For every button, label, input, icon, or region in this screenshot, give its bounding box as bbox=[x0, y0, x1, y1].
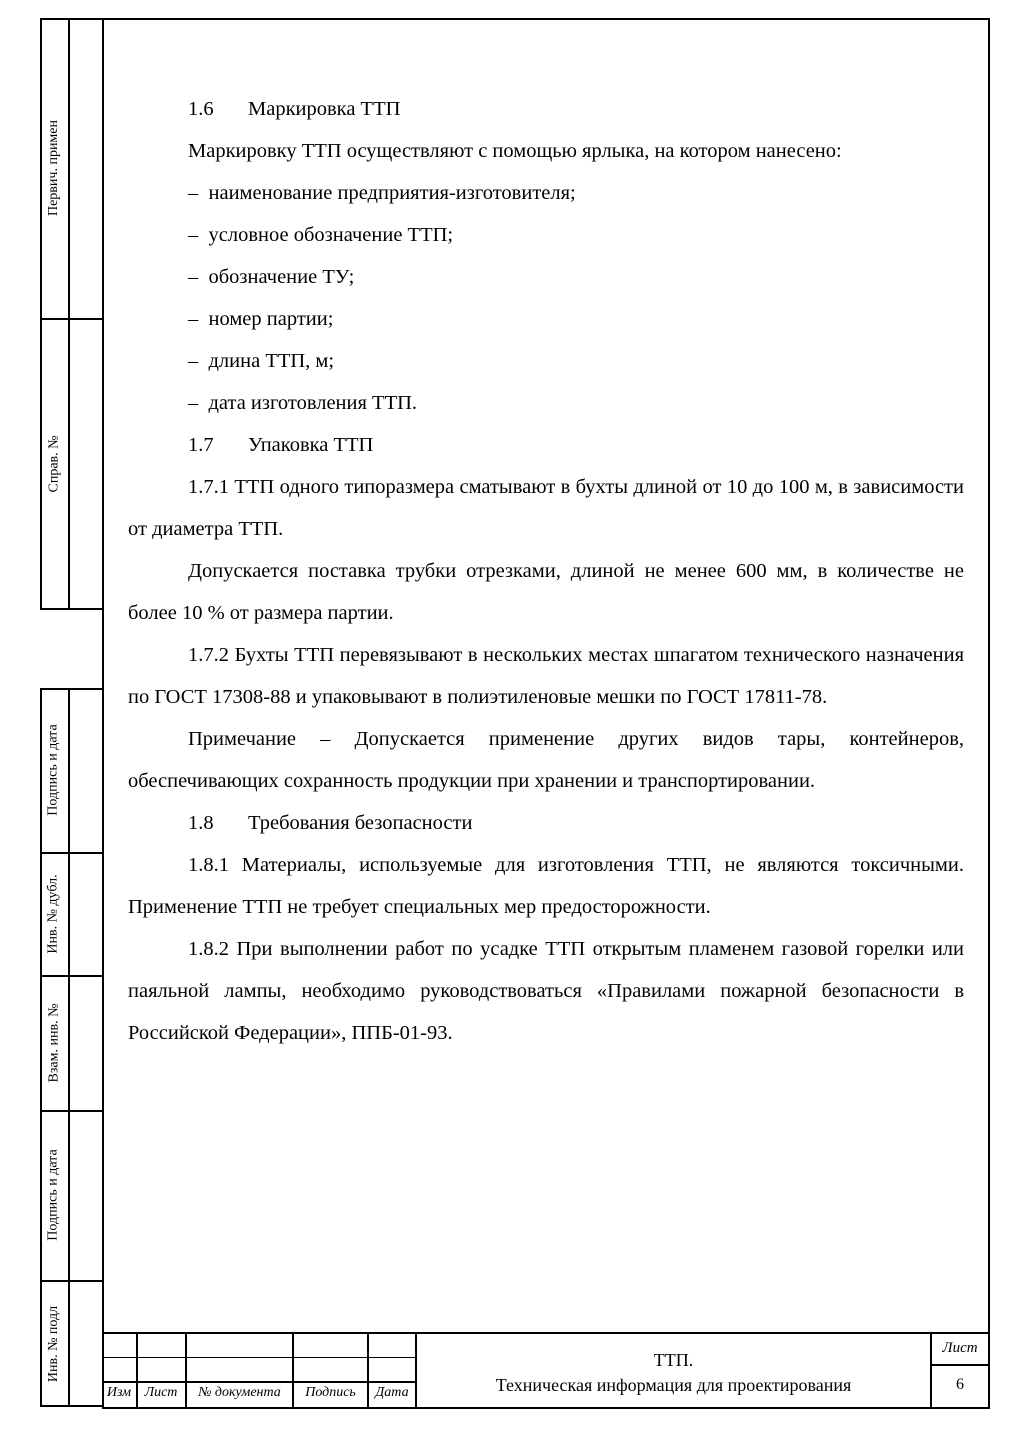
document-body bbox=[128, 88, 964, 1054]
list-dash: – bbox=[188, 350, 199, 372]
document-subtitle: Техническая информация для проектирования bbox=[495, 1375, 852, 1395]
stamp-label: Подпись и дата bbox=[46, 724, 62, 816]
section-number: 1.6 bbox=[188, 98, 214, 120]
title-block-row-divider bbox=[930, 1364, 988, 1366]
paragraph: 1.7.2 Бухты ТТП перевязывают в нескольких местах шпагатом технического назначения по ГОСТ 17308-88 и упаковывают в полиэтиленовые мешки по ГОСТ 17811-78. bbox=[128, 644, 964, 708]
document-title: ТТП. bbox=[653, 1350, 694, 1370]
note: Примечание – Допускается применение других видов тары, контейнеров, обеспечивающих сохранность продукции при хранении и транспортировании. bbox=[128, 728, 964, 792]
list-dash: – bbox=[188, 266, 199, 288]
list-item bbox=[128, 256, 964, 298]
stamp-vzam-inv bbox=[40, 975, 68, 1110]
stamp-column-divider bbox=[68, 18, 70, 610]
list-item-text: наименование предприятия-изготовителя; bbox=[208, 182, 576, 204]
stamp-sprav-no bbox=[40, 318, 68, 610]
stamp-label: Первич. примен bbox=[46, 119, 61, 217]
label-list: Лист bbox=[144, 1385, 178, 1400]
paragraph: 1.7.1 ТТП одного типоразмера сматывают в бухты длиной от 10 до 100 м, в зависимости от диаметра ТТП. bbox=[128, 476, 964, 540]
stamp-podpis-data bbox=[40, 688, 68, 852]
stamp-label: Справ. № bbox=[46, 435, 62, 493]
section-heading-1-7 bbox=[128, 424, 964, 466]
paragraph: Маркировку ТТП осуществляют с помощью ярлыка, на котором нанесено: bbox=[188, 140, 842, 162]
label-date: Дата bbox=[375, 1385, 409, 1400]
section-number: 1.7 bbox=[188, 434, 214, 456]
stamp-label: Инв. № дубл. bbox=[46, 873, 61, 954]
list-item-text: номер партии; bbox=[208, 308, 334, 330]
list-dash: – bbox=[188, 392, 199, 414]
list-item bbox=[128, 340, 964, 382]
stamp-perv-primen bbox=[40, 18, 68, 318]
section-title: Маркировка ТТП bbox=[248, 98, 401, 120]
label-izm: Изм bbox=[106, 1385, 132, 1400]
section-number: 1.8 bbox=[188, 812, 214, 834]
stamp-label: Взам. инв. № bbox=[46, 1003, 61, 1082]
sheet-number: 6 bbox=[956, 1376, 964, 1393]
paragraph: Допускается поставка трубки отрезками, длиной не менее 600 мм, в количестве не более 10 % от размера партии. bbox=[128, 560, 964, 624]
list-item bbox=[128, 382, 964, 424]
section-title: Требования безопасности bbox=[248, 812, 473, 834]
sheet-label: Лист bbox=[942, 1340, 978, 1356]
label-signature: Подпись bbox=[305, 1385, 356, 1400]
stamp-inv-dubl bbox=[40, 852, 68, 975]
list-item-text: длина ТТП, м; bbox=[208, 350, 335, 372]
list-item bbox=[128, 214, 964, 256]
list-item-text: условное обозначение ТТП; bbox=[208, 224, 454, 246]
list-item bbox=[128, 172, 964, 214]
paragraph: 1.8.2 При выполнении работ по усадке ТТП открытым пламенем газовой горелки или паяльной лампы, необходимо руководствоваться «Правилами пожарной безопасности в Российской Федерации», ППБ-01-93. bbox=[128, 938, 964, 1044]
section-title: Упаковка ТТП bbox=[248, 434, 374, 456]
list-dash: – bbox=[188, 182, 199, 204]
list-dash: – bbox=[188, 308, 199, 330]
stamp-podpis-data-2 bbox=[40, 1110, 68, 1280]
section-heading-1-8 bbox=[128, 802, 964, 844]
stamp-inv-podl bbox=[40, 1280, 68, 1407]
stamp-label: Инв. № подл bbox=[46, 1305, 61, 1382]
list-item bbox=[128, 298, 964, 340]
list-item-text: обозначение ТУ; bbox=[208, 266, 355, 288]
list-dash: – bbox=[188, 224, 199, 246]
label-doc-number: № документа bbox=[198, 1385, 281, 1400]
stamp-label: Подпись и дата bbox=[46, 1149, 62, 1241]
paragraph: 1.8.1 Материалы, используемые для изготовления ТТП, не являются токсичными. Применение ТТП не требует специальных мер предосторожности. bbox=[128, 854, 964, 918]
section-heading-1-6 bbox=[128, 88, 964, 130]
list-item-text: дата изготовления ТТП. bbox=[208, 392, 418, 414]
stamp-column-divider bbox=[68, 688, 70, 1407]
